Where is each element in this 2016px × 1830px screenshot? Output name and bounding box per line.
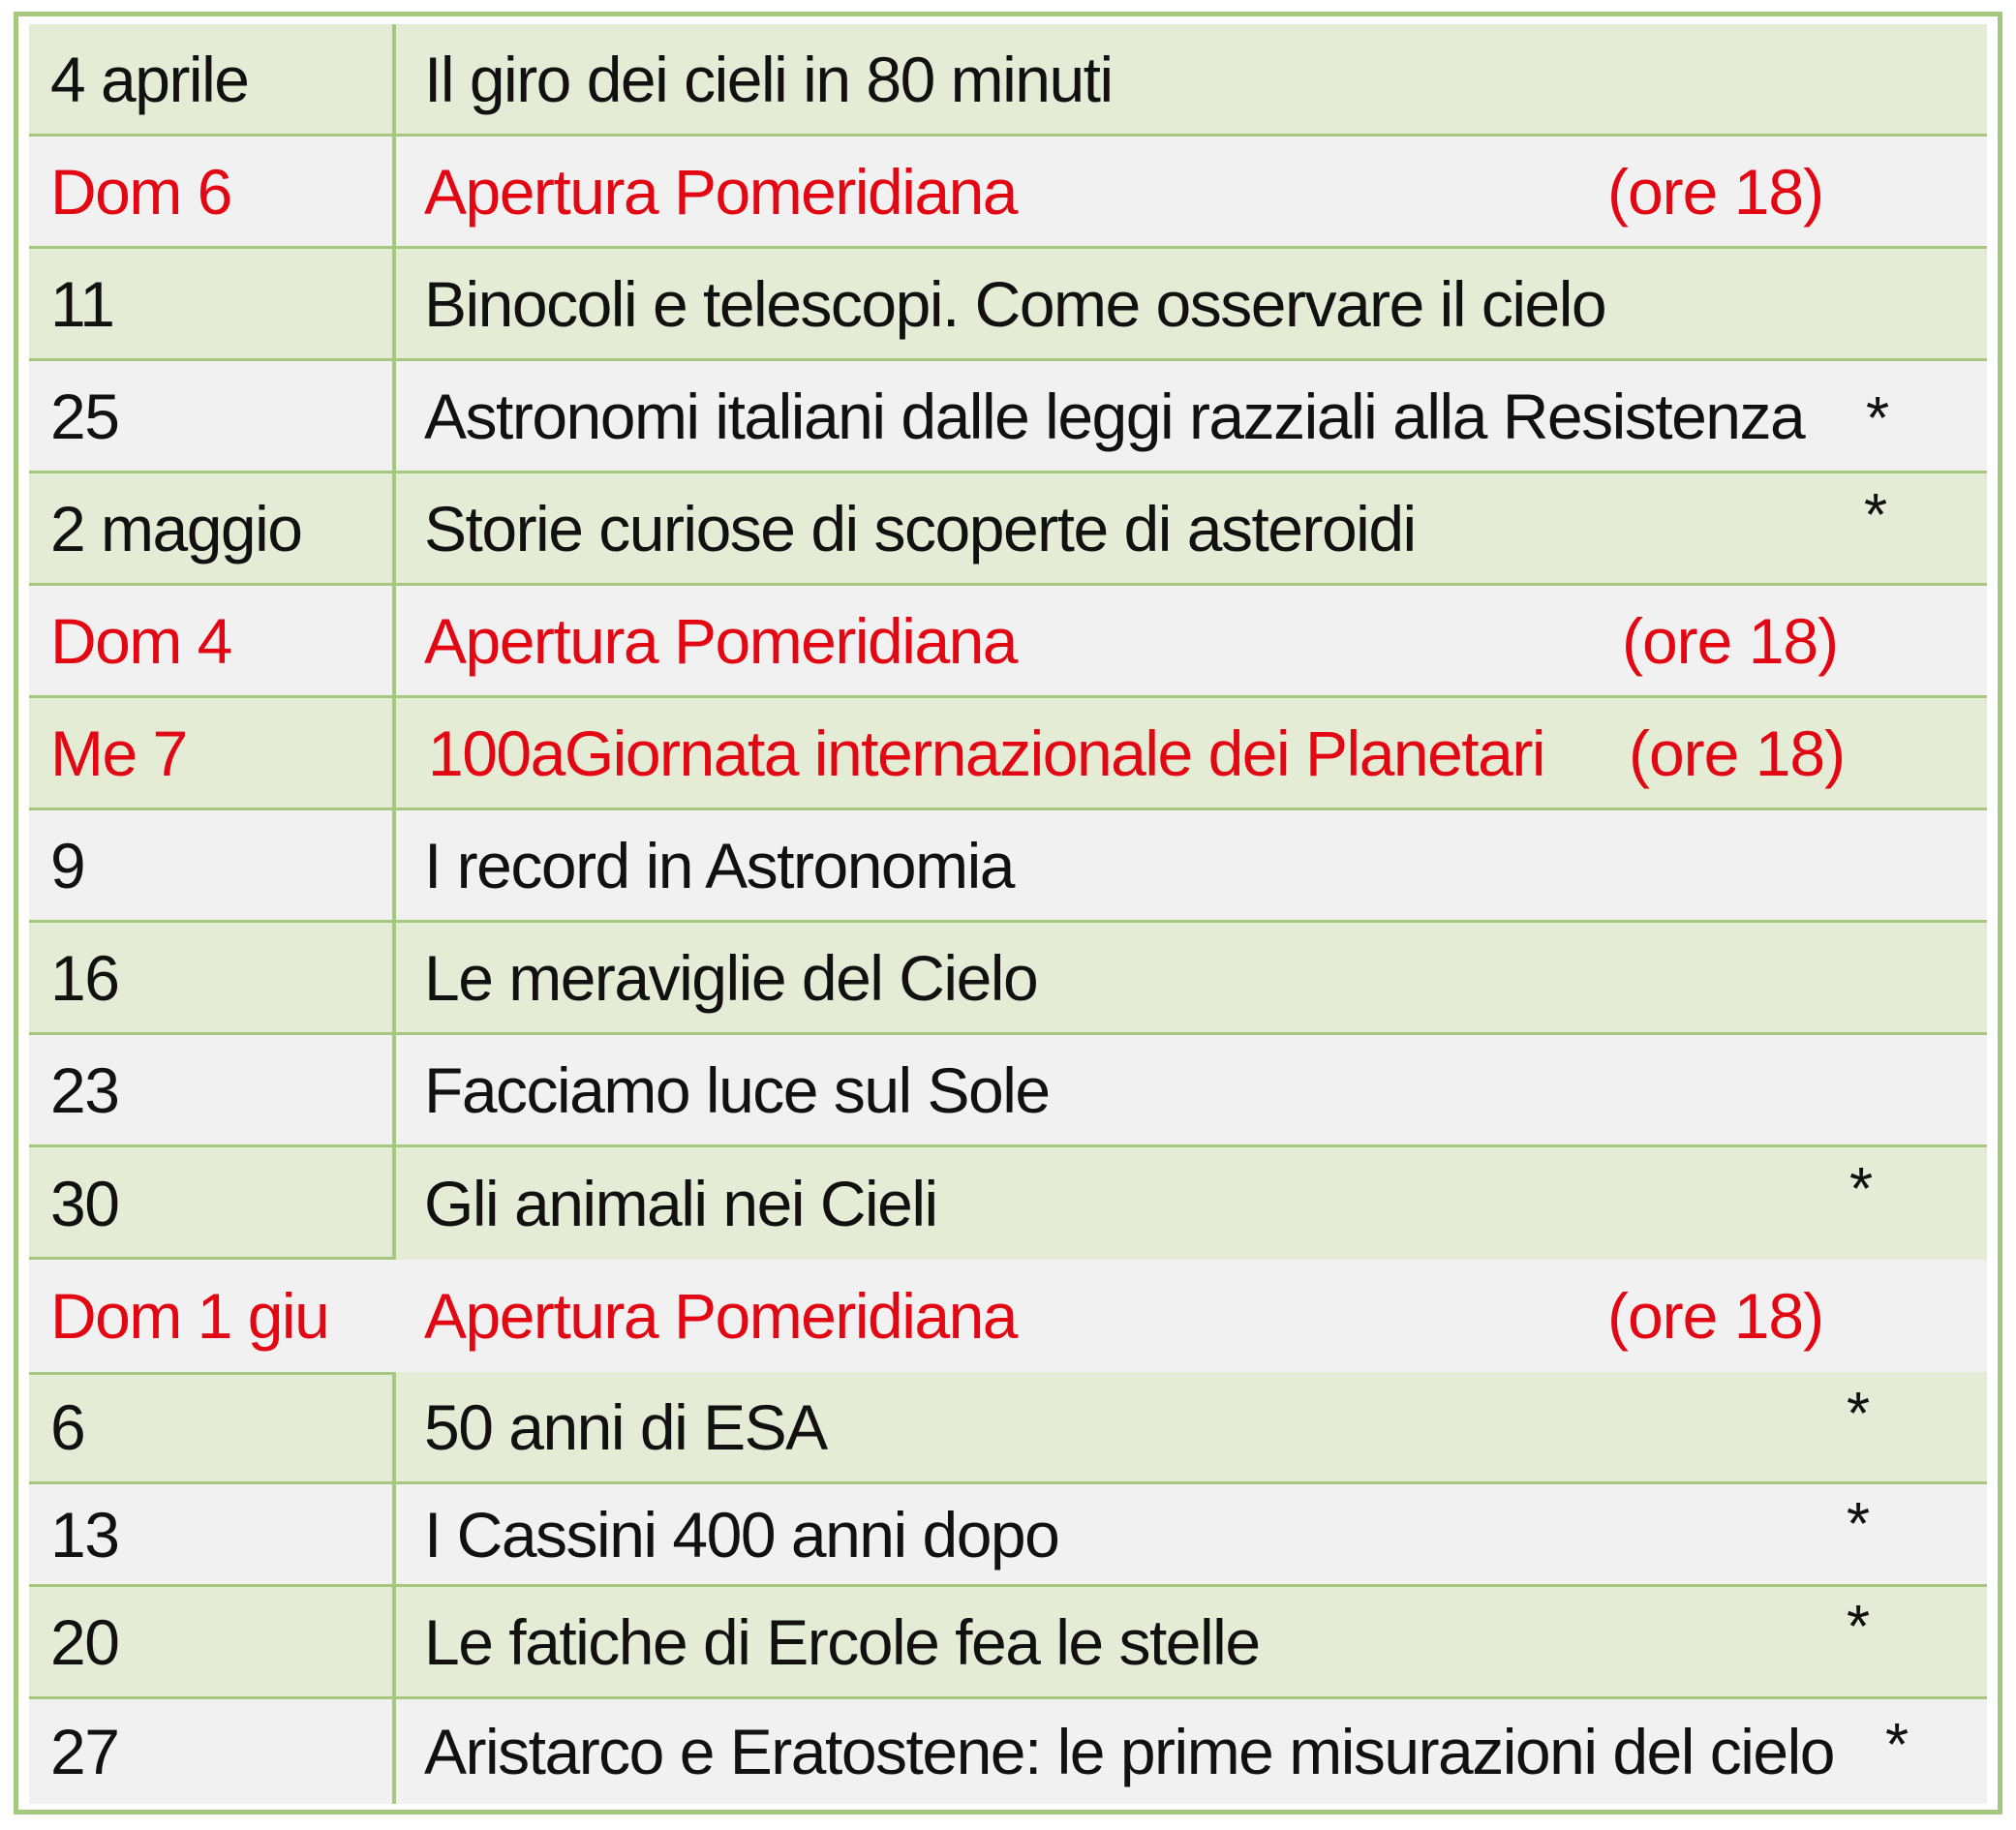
event-date: 16 [50, 941, 119, 1014]
event-title: Binocoli e telescopi. Come osservare il cielo [424, 267, 1606, 340]
event-date: Dom 4 [50, 604, 231, 677]
table-row [29, 473, 1987, 586]
asterisk-mark: * [1849, 1156, 1874, 1223]
event-date: 6 [50, 1390, 85, 1463]
table-row [29, 1587, 1987, 1699]
column-divider [392, 24, 396, 1260]
event-title: Apertura Pomeridiana [424, 155, 1018, 228]
event-title: 100aGiornata internazionale dei Planetari [428, 717, 1544, 789]
event-title: Le meraviglie del Cielo [424, 941, 1038, 1014]
event-date: 4 aprile [50, 43, 249, 115]
event-title: Storie curiose di scoperte di asteroidi [424, 492, 1416, 564]
event-date: 30 [50, 1168, 119, 1239]
asterisk-mark: * [1847, 1594, 1871, 1661]
column-divider [392, 1372, 396, 1804]
event-date: 27 [50, 1716, 119, 1787]
table-row [29, 1372, 1987, 1484]
asterisk-mark: * [1885, 1712, 1909, 1779]
table-row [29, 137, 1987, 249]
event-date: 2 maggio [50, 492, 302, 564]
schedule-table [29, 24, 1987, 1806]
event-date: 25 [50, 380, 119, 452]
table-row [29, 586, 1987, 698]
table-row [29, 1147, 1987, 1260]
event-date: Dom 1 giu [50, 1280, 329, 1352]
asterisk-mark: * [1847, 1491, 1871, 1558]
event-date: 23 [50, 1053, 119, 1126]
event-title: Apertura Pomeridiana [424, 604, 1018, 677]
table-row [29, 1260, 1987, 1372]
asterisk-mark: * [1866, 385, 1890, 452]
event-time-note: (ore 18) [1629, 717, 1846, 789]
event-date: 13 [50, 1498, 119, 1571]
asterisk-mark: * [1847, 1381, 1871, 1448]
event-title: Le fatiche di Ercole fea le stelle [424, 1605, 1260, 1678]
table-row [29, 923, 1987, 1035]
table-row [29, 810, 1987, 923]
table-row [29, 24, 1987, 137]
event-title: Il giro dei cieli in 80 minuti [424, 43, 1113, 115]
table-row [29, 249, 1987, 361]
event-title: Facciamo luce sul Sole [424, 1053, 1050, 1126]
table-row [29, 698, 1987, 810]
event-date: Me 7 [50, 717, 187, 789]
event-title: Astronomi italiani dalle leggi razziali alla Resistenza [424, 380, 1805, 452]
event-time-note: (ore 18) [1607, 155, 1824, 228]
table-row [29, 1035, 1987, 1147]
table-row [29, 1699, 1987, 1804]
event-time-note: (ore 18) [1622, 604, 1839, 677]
event-title: Apertura Pomeridiana [424, 1280, 1018, 1352]
event-date: 11 [50, 267, 114, 340]
asterisk-mark: * [1864, 482, 1888, 549]
event-date: 9 [50, 829, 85, 901]
table-row [29, 361, 1987, 473]
event-title: 50 anni di ESA [424, 1390, 827, 1463]
table-row [29, 1484, 1987, 1587]
event-time-note: (ore 18) [1607, 1280, 1824, 1352]
event-title: I Cassini 400 anni dopo [424, 1498, 1059, 1571]
event-title: I record in Astronomia [424, 829, 1014, 901]
event-date: 20 [50, 1605, 119, 1678]
event-date: Dom 6 [50, 155, 231, 228]
event-title: Gli animali nei Cieli [424, 1168, 937, 1239]
event-title: Aristarco e Eratostene: le prime misurazioni del cielo [424, 1716, 1834, 1787]
